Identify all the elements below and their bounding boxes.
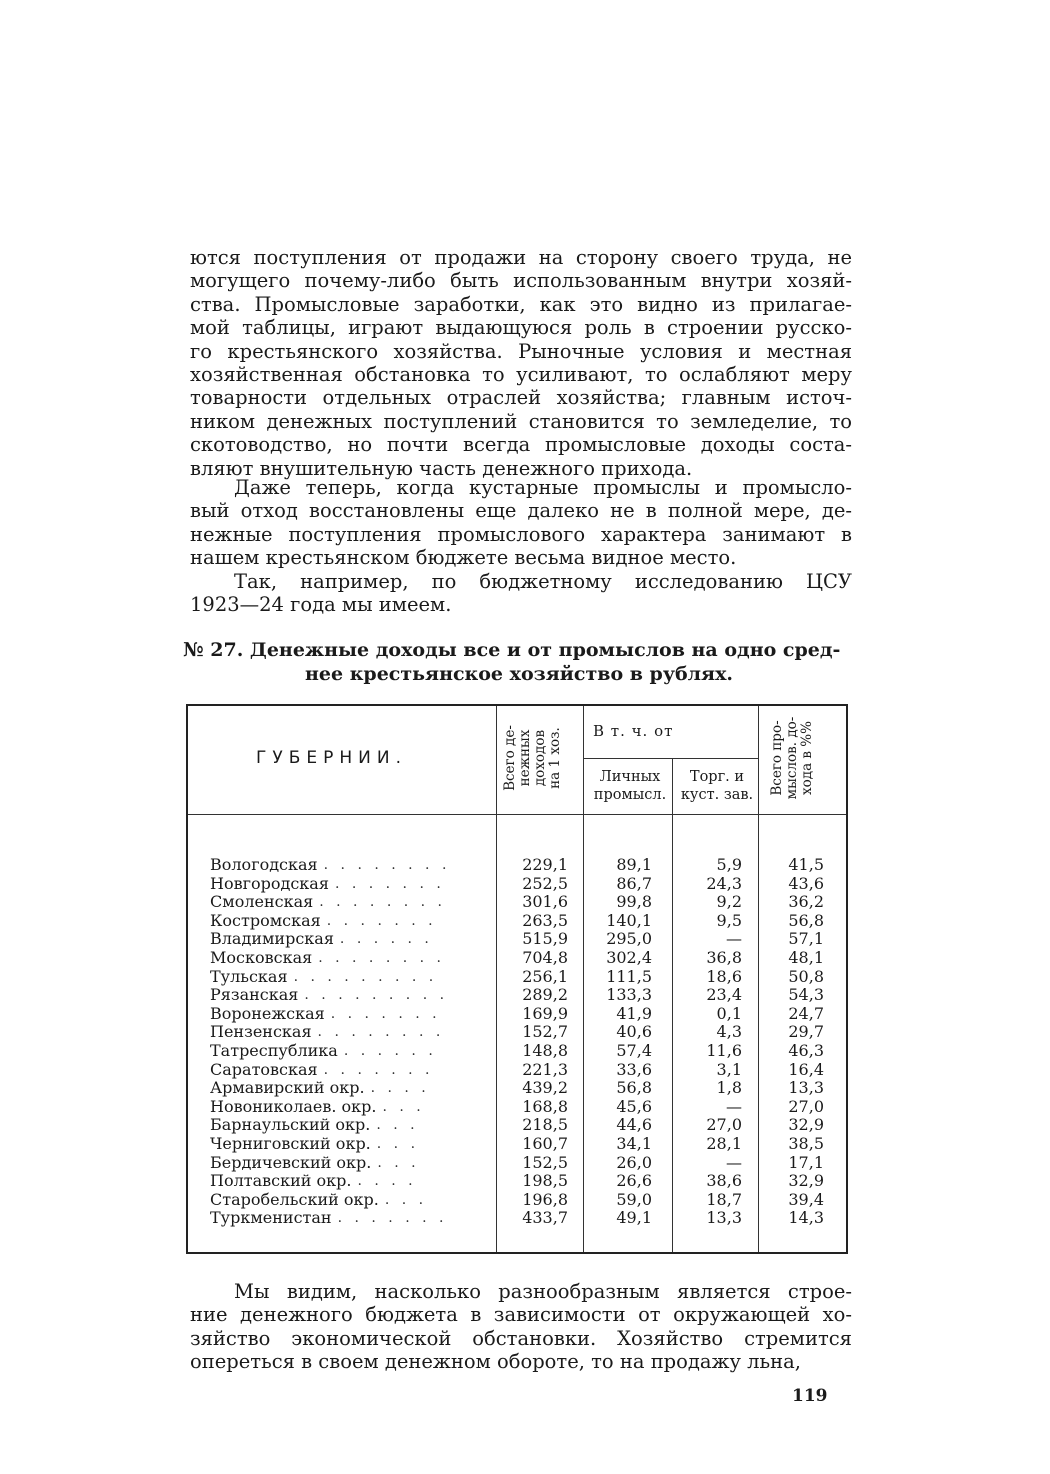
region-name: Пензенская [210, 1022, 312, 1042]
trade-crafts-cell: 3,1 [716, 1059, 742, 1079]
trade-crafts-cell: 9,5 [716, 910, 742, 930]
leader-dots: . . . [384, 1191, 428, 1208]
leader-dots: . . . . . . [343, 1043, 437, 1059]
paragraph-4 [190, 1280, 852, 1374]
trades-percent-cell: 32,9 [788, 1115, 824, 1135]
p4-line: ние денежного бюджета в зависимости от окружающей хо- [190, 1303, 852, 1327]
p2-line: нашем крестьянском бюджете весьма видное место. [190, 546, 737, 570]
header-total-income [503, 708, 563, 808]
trades-percent-cell: 48,1 [788, 948, 824, 967]
total-income-cell: 198,5 [522, 1171, 568, 1191]
trade-crafts-cell: 0,1 [716, 1003, 742, 1023]
personal-trades-cell: 86,7 [616, 873, 652, 893]
leader-dots: . . . . . . . [334, 875, 445, 892]
total-income-cell: 439,2 [522, 1078, 568, 1098]
total-income-cell: 433,7 [522, 1208, 568, 1228]
sub-trade-text: Торг. и [689, 769, 745, 785]
region-name: Вологодская [210, 855, 318, 874]
total-income-cell: 169,9 [522, 1003, 568, 1023]
leader-dots: . . . . . . . . . [293, 968, 438, 985]
total-income-cell: 301,6 [522, 892, 568, 912]
region-name: Саратовская [210, 1059, 318, 1079]
table-row [188, 875, 846, 894]
table-row [188, 1005, 846, 1024]
personal-trades-cell: 99,8 [616, 892, 652, 912]
region-name: Черниговский окр. [210, 1134, 371, 1153]
trade-crafts-cell: 4,3 [716, 1022, 742, 1042]
leader-dots: . . . [377, 1154, 420, 1171]
p4-line: Мы видим, насколько разнообразным является строе- [234, 1280, 852, 1303]
table-row [188, 1098, 846, 1117]
p1-line: хозяйственная обстановка то усиливают, то ослабляют меру [190, 363, 852, 387]
table-row [188, 856, 846, 875]
personal-trades-cell: 59,0 [616, 1189, 652, 1209]
region-name: Смоленская [210, 892, 314, 912]
table-row [188, 1042, 846, 1061]
trades-percent-cell: 41,5 [788, 855, 824, 874]
trade-crafts-cell: 5,9 [716, 855, 742, 874]
p1-line: скотоводство, но почти всегда промысловые доходы соста- [190, 433, 852, 457]
personal-trades-cell: 133,3 [606, 985, 652, 1005]
rot-pct-text: хода в %% [799, 721, 815, 795]
personal-trades-cell: 40,6 [616, 1022, 652, 1042]
trades-percent-cell: 46,3 [788, 1041, 824, 1060]
trade-crafts-cell: 18,7 [706, 1189, 742, 1209]
sub-trade-text: куст. зав. [680, 787, 754, 803]
total-income-cell: 152,5 [522, 1152, 568, 1172]
trade-crafts-cell: 18,6 [706, 966, 742, 986]
region-name: Барнаульский окр. [210, 1115, 371, 1135]
sub-personal-text: Личных [599, 769, 661, 785]
personal-trades-cell: 33,6 [616, 1059, 652, 1079]
personal-trades-cell: 295,0 [606, 929, 652, 949]
region-name: Татреспублика [210, 1041, 338, 1060]
p4-line: зяйство экономической обстановки. Хозяйство стремится [190, 1326, 852, 1350]
total-income-cell: 168,8 [522, 1096, 568, 1116]
total-income-cell: 218,5 [522, 1115, 568, 1135]
leader-dots: . . . [376, 1136, 420, 1152]
p3-line: 1923—24 года мы имеем. [190, 593, 452, 617]
trade-crafts-cell: — [726, 1152, 742, 1172]
table-row [188, 1116, 846, 1135]
table-row [188, 1191, 846, 1210]
p2-line: вый отход восстановлены еще далеко не в полной мере, де- [190, 499, 852, 523]
trades-percent-cell: 39,4 [788, 1189, 824, 1209]
total-income-cell: 160,7 [522, 1134, 568, 1153]
table-row [188, 1172, 846, 1191]
total-income-cell: 229,1 [522, 855, 568, 874]
personal-trades-cell: 26,6 [616, 1171, 652, 1191]
sub-personal-text: промысл. [593, 787, 667, 803]
total-income-cell: 221,3 [522, 1059, 568, 1079]
trades-percent-cell: 56,8 [788, 910, 824, 930]
region-name: Владимирская [210, 929, 334, 949]
trades-percent-cell: 50,8 [788, 966, 824, 986]
leader-dots: . . . . . . [339, 931, 433, 948]
rot-pct-text: Всего про- [769, 720, 785, 796]
p1-line: ства. Промысловые заработки, как это видно из прилагае- [190, 292, 852, 316]
total-income-cell: 196,8 [522, 1189, 568, 1209]
table-row [188, 1135, 846, 1154]
header-guberniya: ГУБЕРНИИ. [256, 748, 408, 768]
trades-percent-cell: 27,0 [788, 1096, 824, 1116]
leader-dots: . . . . . . . . [317, 1024, 445, 1041]
trade-crafts-cell: 23,4 [706, 985, 742, 1005]
table-caption-line-2: нее крестьянское хозяйство в рублях. [305, 663, 734, 685]
personal-trades-cell: 26,0 [616, 1152, 652, 1172]
table-row [188, 1209, 846, 1228]
trades-percent-cell: 16,4 [788, 1059, 824, 1079]
rot-total-text: доходов [532, 729, 548, 787]
p4-line: опереться в своем денежном обороте, то на продажу льна, [190, 1350, 801, 1374]
trade-crafts-cell: 1,8 [716, 1078, 742, 1098]
region-name: Воронежская [210, 1003, 325, 1023]
trades-percent-cell: 36,2 [788, 892, 824, 912]
rot-total-text: нежных [517, 729, 533, 787]
personal-trades-cell: 34,1 [616, 1134, 652, 1153]
leader-dots: . . . . . . . [326, 912, 437, 929]
table-row [188, 986, 846, 1005]
region-name: Старобельский окр. [210, 1189, 379, 1209]
income-table [186, 704, 848, 1254]
table-row [188, 1061, 846, 1080]
personal-trades-cell: 140,1 [606, 910, 652, 930]
page-number: 119 [792, 1386, 828, 1406]
trades-percent-cell: 57,1 [788, 929, 824, 949]
personal-trades-cell: 89,1 [616, 855, 652, 874]
trades-percent-cell: 29,7 [788, 1022, 824, 1042]
trades-percent-cell: 24,7 [788, 1003, 824, 1023]
p2-line: Даже теперь, когда кустарные промыслы и промысло- [234, 476, 852, 499]
trades-percent-cell: 14,3 [788, 1208, 824, 1228]
leader-dots: . . . . . . . [330, 1005, 441, 1022]
table-row [188, 949, 846, 968]
region-name: Московская [210, 948, 313, 967]
trade-crafts-cell: 9,2 [716, 892, 742, 912]
trades-percent-cell: 38,5 [788, 1134, 824, 1153]
leader-dots: . . . . . . . . [318, 950, 445, 966]
total-income-cell: 256,1 [522, 966, 568, 986]
p1-line: вляют внушительную часть денежного прихода. [190, 456, 693, 480]
rot-pct-text: мыслов. до- [784, 716, 800, 800]
p1-line: ником денежных поступлений становится то земледелие, то [190, 409, 852, 433]
trades-percent-cell: 54,3 [788, 985, 824, 1005]
total-income-cell: 148,8 [522, 1041, 568, 1060]
table-caption-line-1: № 27. Денежные доходы все и от промыслов на одно сред- [183, 639, 841, 661]
leader-dots: . . . . . . . . [323, 857, 451, 873]
p2-line: нежные поступления промыслового характера занимают в [190, 522, 852, 546]
trades-percent-cell: 32,9 [788, 1171, 824, 1191]
table-row [188, 912, 846, 931]
trade-crafts-cell: 36,8 [706, 948, 742, 967]
p1-line: могущего почему-либо быть использованным внутри хозяй- [190, 269, 852, 293]
region-name: Тульская [210, 966, 288, 986]
region-name: Бердичевский окр. [210, 1152, 372, 1172]
trade-crafts-cell: 13,3 [706, 1208, 742, 1228]
header-trades-percent [770, 708, 815, 808]
leader-dots: . . . . . . . [323, 1061, 434, 1078]
paragraph-3 [190, 570, 852, 617]
header-personal-trades [588, 768, 672, 804]
p1-line: мой таблицы, играют выдающуюся роль в строении русско- [190, 316, 852, 340]
trade-crafts-cell: 11,6 [706, 1041, 742, 1060]
leader-dots: . . . [382, 1098, 425, 1115]
trade-crafts-cell: — [726, 929, 742, 949]
trades-percent-cell: 17,1 [788, 1152, 824, 1172]
region-name: Армавирский окр. [210, 1078, 365, 1098]
trades-percent-cell: 43,6 [788, 873, 824, 893]
p3-line: Так, например, по бюджетному исследованию ЦСУ [234, 570, 852, 593]
personal-trades-cell: 49,1 [616, 1208, 652, 1228]
personal-trades-cell: 111,5 [606, 966, 652, 986]
rot-total-text: на 1 хоз. [547, 727, 563, 789]
trade-crafts-cell: — [726, 1096, 742, 1116]
rot-total-text: Всего де- [502, 725, 518, 791]
trades-percent-cell: 13,3 [788, 1078, 824, 1098]
personal-trades-cell: 41,9 [616, 1003, 652, 1023]
trade-crafts-cell: 24,3 [706, 873, 742, 893]
total-income-cell: 252,5 [522, 873, 568, 893]
table-row [188, 1079, 846, 1098]
leader-dots: . . . . [357, 1173, 417, 1190]
region-name: Костромская [210, 910, 321, 930]
paragraph-1 [190, 246, 852, 480]
table-row [188, 893, 846, 912]
table-caption [183, 638, 853, 686]
region-name: Полтавский окр. [210, 1171, 352, 1191]
p1-line: ются поступления от продажи на сторону своего труда, не [190, 246, 852, 269]
trade-crafts-cell: 28,1 [706, 1134, 742, 1153]
region-name: Новониколаев. окр. [210, 1096, 377, 1116]
table-row [188, 968, 846, 987]
header-trade-crafts [676, 768, 758, 804]
paragraph-2 [190, 476, 852, 570]
trade-crafts-cell: 27,0 [706, 1115, 742, 1135]
total-income-cell: 704,8 [522, 948, 568, 967]
region-name: Новгородская [210, 873, 329, 893]
personal-trades-cell: 302,4 [606, 948, 652, 967]
leader-dots: . . . . . . . . [319, 894, 446, 911]
region-name: Туркменистан [210, 1208, 332, 1228]
personal-trades-cell: 44,6 [616, 1115, 652, 1135]
personal-trades-cell: 57,4 [616, 1041, 652, 1060]
total-income-cell: 152,7 [522, 1022, 568, 1042]
p1-line: товарности отдельных отраслей хозяйства; главным источ- [190, 386, 852, 410]
trade-crafts-cell: 38,6 [706, 1171, 742, 1191]
region-name: Рязанская [210, 985, 299, 1005]
table-row [188, 930, 846, 949]
personal-trades-cell: 45,6 [616, 1096, 652, 1116]
leader-dots: . . . [376, 1117, 419, 1134]
table-row [188, 1023, 846, 1042]
total-income-cell: 289,2 [522, 985, 568, 1005]
personal-trades-cell: 56,8 [616, 1078, 652, 1098]
leader-dots: . . . . . . . [337, 1210, 448, 1227]
leader-dots: . . . . [370, 1080, 430, 1097]
header-divider [188, 814, 846, 815]
p1-line: го крестьянского хозяйства. Рыночные условия и местная [190, 339, 852, 363]
subheader-divider [583, 758, 758, 759]
total-income-cell: 515,9 [522, 929, 568, 949]
total-income-cell: 263,5 [522, 910, 568, 930]
header-including: В т. ч. от [593, 722, 674, 740]
leader-dots: . . . . . . . . . [304, 987, 449, 1004]
table-row [188, 1154, 846, 1173]
